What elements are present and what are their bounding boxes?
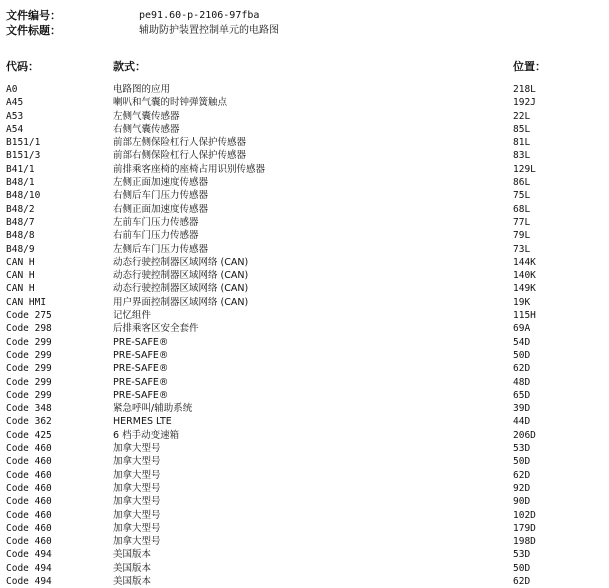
row-position: 192J	[513, 97, 536, 109]
row-style: 加拿大型号	[113, 536, 161, 548]
row-style: 右侧气囊传感器	[113, 123, 180, 135]
row-position: 144K	[513, 256, 536, 268]
row-code: B48/7	[6, 216, 35, 228]
table-row	[6, 256, 606, 269]
table-row	[6, 415, 606, 428]
row-style: 右侧后车门压力传感器	[113, 190, 209, 202]
row-position: 53D	[513, 549, 531, 561]
table-row	[6, 216, 606, 229]
table-row	[6, 362, 606, 375]
table-row	[6, 243, 606, 256]
row-code: B151/1	[6, 137, 41, 149]
row-style: 喇叭和气囊的时钟弹簧触点	[113, 97, 228, 109]
row-position: 218L	[513, 84, 536, 95]
row-code: CAN HMI	[6, 296, 47, 308]
table-row	[6, 136, 606, 149]
row-style: 左侧气囊传感器	[113, 110, 180, 122]
table-row	[6, 376, 606, 389]
row-style: 右前车门压力传感器	[113, 230, 199, 242]
row-style: 动态行驶控制器区域网络 (CAN)	[113, 283, 249, 295]
row-position: 65D	[513, 389, 531, 401]
table-row	[6, 123, 606, 136]
row-position: 53D	[513, 443, 531, 455]
row-code: Code 299	[6, 336, 52, 348]
table-row	[6, 336, 606, 349]
row-style: 左侧正面加速度传感器	[113, 177, 209, 189]
row-position: 149K	[513, 283, 536, 295]
row-style: 加拿大型号	[113, 456, 161, 468]
row-code: B48/1	[6, 177, 35, 189]
row-code: B48/8	[6, 230, 35, 242]
header-code: 代码：	[6, 60, 39, 73]
row-position: 179D	[513, 522, 536, 534]
row-style: 紧急呼叫/辅助系统	[113, 403, 193, 415]
row-code: A45	[6, 97, 24, 109]
row-style: 右侧正面加速度传感器	[113, 203, 209, 215]
table-row	[6, 482, 606, 495]
row-code: B48/2	[6, 203, 35, 215]
row-style: 前部右侧保险杠行人保护传感器	[113, 150, 247, 162]
table-row	[6, 455, 606, 468]
doc-number-row	[6, 8, 279, 23]
row-code: Code 362	[6, 416, 52, 428]
row-code: Code 425	[6, 429, 52, 441]
table-row	[6, 203, 606, 216]
doc-title-value: 辅助防护装置控制单元的电路图	[139, 25, 279, 36]
row-style: 电路图的应用	[113, 84, 171, 95]
row-code: Code 494	[6, 549, 52, 561]
row-style: 动态行驶控制器区域网络 (CAN)	[113, 256, 249, 268]
row-position: 115H	[513, 310, 536, 322]
doc-title-label: 文件标题：	[6, 24, 61, 37]
table-row	[6, 269, 606, 282]
row-position: 81L	[513, 137, 531, 149]
table-row	[6, 429, 606, 442]
table-row	[6, 296, 606, 309]
table-row	[6, 402, 606, 415]
row-position: 86L	[513, 177, 531, 189]
row-style: PRE-SAFE®	[113, 363, 169, 375]
table-header	[6, 58, 606, 73]
row-style: PRE-SAFE®	[113, 389, 169, 401]
row-position: 50D	[513, 562, 531, 574]
row-position: 22L	[513, 110, 531, 122]
row-style: 左侧后车门压力传感器	[113, 243, 209, 255]
row-position: 85L	[513, 123, 531, 135]
row-code: CAN H	[6, 283, 35, 295]
row-code: Code 460	[6, 456, 52, 468]
row-position: 83L	[513, 150, 531, 162]
row-style: 美国版本	[113, 549, 152, 561]
row-code: CAN H	[6, 270, 35, 282]
table-row	[6, 96, 606, 109]
row-style: 记忆组件	[113, 310, 152, 322]
row-position: 48D	[513, 376, 531, 388]
row-position: 44D	[513, 416, 531, 428]
row-style: 左前车门压力传感器	[113, 216, 199, 228]
row-position: 102D	[513, 509, 536, 521]
row-style: 前部左侧保险杠行人保护传感器	[113, 137, 247, 149]
row-position: 73L	[513, 243, 531, 255]
row-position: 140K	[513, 270, 536, 282]
row-code: Code 460	[6, 496, 52, 508]
row-code: Code 275	[6, 310, 52, 322]
table-row	[6, 163, 606, 176]
table-row	[6, 349, 606, 362]
row-position: 92D	[513, 482, 531, 494]
row-style: 加拿大型号	[113, 469, 161, 481]
table-row	[6, 535, 606, 548]
row-style: 加拿大型号	[113, 482, 161, 494]
row-style: 用户界面控制器区域网络 (CAN)	[113, 296, 249, 308]
row-position: 62D	[513, 575, 531, 587]
row-code: Code 460	[6, 443, 52, 455]
row-style: 加拿大型号	[113, 496, 161, 508]
doc-number-value: pe91.60-p-2106-97fba	[139, 10, 260, 21]
row-position: 90D	[513, 496, 531, 508]
row-position: 50D	[513, 456, 531, 468]
table-row	[6, 509, 606, 522]
table-row	[6, 522, 606, 535]
row-code: B48/10	[6, 190, 41, 202]
row-code: Code 460	[6, 509, 52, 521]
row-style: 动态行驶控制器区域网络 (CAN)	[113, 270, 249, 282]
row-position: 62D	[513, 469, 531, 481]
row-code: Code 460	[6, 482, 52, 494]
row-code: Code 348	[6, 403, 52, 415]
row-position: 54D	[513, 336, 531, 348]
table-row	[6, 548, 606, 561]
table-row	[6, 442, 606, 455]
header-style: 款式：	[113, 60, 146, 73]
row-code: B41/1	[6, 163, 35, 175]
row-style: HERMES LTE	[113, 416, 172, 428]
row-position: 77L	[513, 216, 531, 228]
table-row	[6, 575, 606, 588]
row-style: PRE-SAFE®	[113, 376, 169, 388]
table-row	[6, 282, 606, 295]
row-style: 前排乘客座椅的座椅占用识别传感器	[113, 163, 266, 175]
row-code: Code 298	[6, 323, 52, 335]
row-code: CAN H	[6, 256, 35, 268]
row-code: Code 460	[6, 536, 52, 548]
row-position: 75L	[513, 190, 531, 202]
row-position: 62D	[513, 363, 531, 375]
row-position: 69A	[513, 323, 531, 335]
table-row	[6, 189, 606, 202]
table-row	[6, 309, 606, 322]
row-code: Code 299	[6, 389, 52, 401]
row-code: A54	[6, 123, 24, 135]
table-row	[6, 389, 606, 402]
table-row	[6, 322, 606, 335]
row-style: 6 档手动变速箱	[113, 429, 180, 441]
table-row	[6, 149, 606, 162]
row-style: 加拿大型号	[113, 509, 161, 521]
row-style: PRE-SAFE®	[113, 349, 169, 361]
row-code: Code 299	[6, 376, 52, 388]
row-position: 50D	[513, 349, 531, 361]
row-position: 19K	[513, 296, 531, 308]
row-code: B151/3	[6, 150, 41, 162]
row-position: 198D	[513, 536, 536, 548]
table-row	[6, 229, 606, 242]
row-code: Code 494	[6, 562, 52, 574]
table-row	[6, 495, 606, 508]
row-code: B48/9	[6, 243, 35, 255]
row-style: 加拿大型号	[113, 522, 161, 534]
header-position: 位置：	[513, 60, 546, 73]
table-row	[6, 469, 606, 482]
row-code: A0	[6, 84, 18, 95]
row-code: Code 460	[6, 469, 52, 481]
table-row	[6, 83, 606, 96]
row-position: 39D	[513, 403, 531, 415]
doc-number-label: 文件编号：	[6, 9, 61, 22]
table-row	[6, 562, 606, 575]
document-meta	[6, 8, 279, 38]
row-code: Code 460	[6, 522, 52, 534]
table-row	[6, 110, 606, 123]
row-code: Code 494	[6, 575, 52, 587]
row-position: 68L	[513, 203, 531, 215]
row-style: 美国版本	[113, 562, 152, 574]
row-code: Code 299	[6, 363, 52, 375]
row-code: Code 299	[6, 349, 52, 361]
table-row	[6, 176, 606, 189]
row-style: PRE-SAFE®	[113, 336, 169, 348]
row-style: 后排乘客区安全套件	[113, 323, 199, 335]
row-position: 79L	[513, 230, 531, 242]
row-position: 206D	[513, 429, 536, 441]
doc-title-row	[6, 23, 279, 38]
row-code: A53	[6, 110, 24, 122]
row-style: 加拿大型号	[113, 443, 161, 455]
table-body	[6, 83, 606, 588]
row-style: 美国版本	[113, 575, 152, 587]
row-position: 129L	[513, 163, 536, 175]
